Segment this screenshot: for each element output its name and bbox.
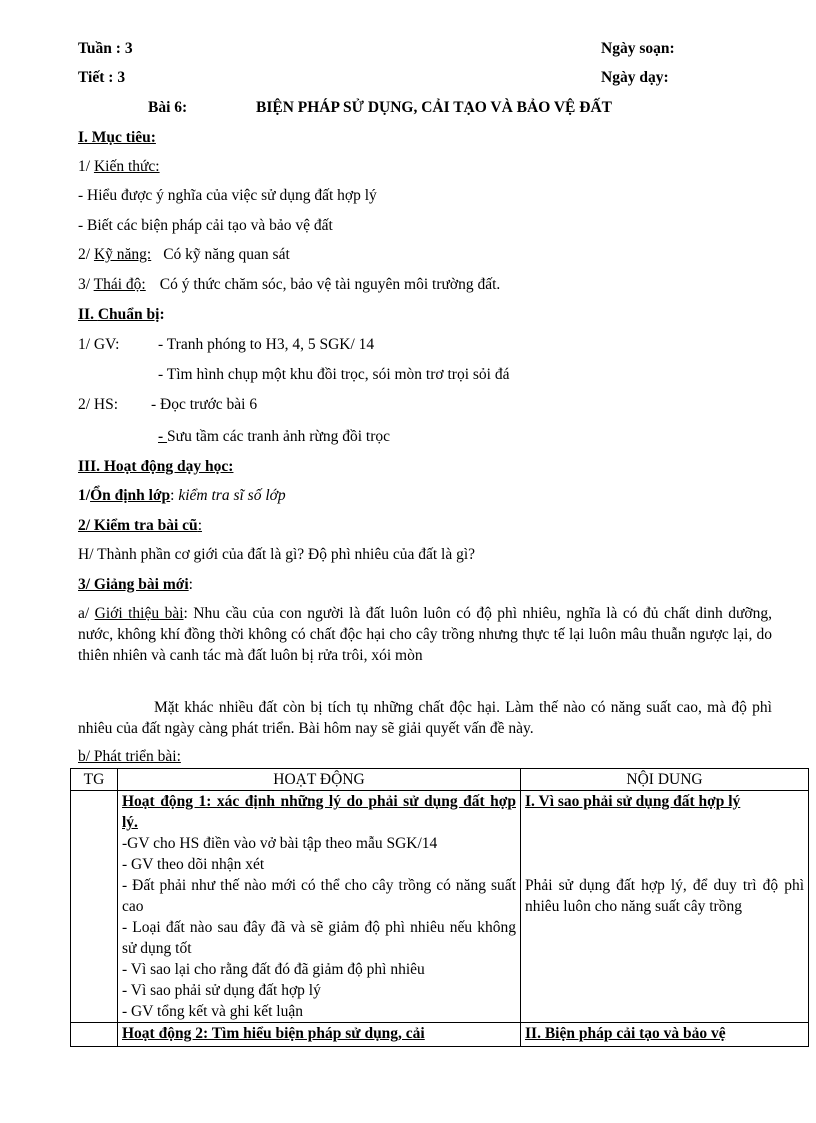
- col-header-tg: TG: [71, 769, 118, 791]
- new-lesson-title: 3/ Giảng bài mới: [78, 576, 189, 593]
- activity-cell: [118, 1023, 521, 1047]
- intro-paragraph: [78, 603, 772, 666]
- lesson-title: BIỆN PHÁP SỬ DỤNG, CẢI TẠO VÀ BẢO VỆ ĐẤT: [256, 99, 612, 116]
- knowledge-number: 1/: [78, 158, 94, 175]
- knowledge-item-1: - Hiểu được ý nghĩa của việc sử dụng đất hợp lý: [78, 187, 377, 204]
- preparation-colon: :: [159, 306, 165, 323]
- attitude-title: Thái độ:: [93, 276, 146, 293]
- review-title: 2/ Kiểm tra bài cũ: [78, 517, 198, 534]
- col-header-content: NỘI DUNG: [521, 769, 809, 791]
- intro-text: : Nhu cầu của con người là đất luôn luôn có độ phì nhiêu, nghĩa là có đủ chất dinh dưỡng, nước, không khí đồng thời không có chất độc hại cho cây trồng nhưng thực tế lại luôn mâu thuẫn ngược lại, do thiên nhiên và canh tác mà đất luôn bị rửa trôi, xói mòn: [78, 605, 772, 664]
- tg-cell: [71, 791, 118, 1023]
- intro-label: a/: [78, 605, 95, 622]
- preparation-title: Chuẩn bị: [97, 306, 160, 323]
- content-1-title: I. Vì sao phải sử dụng đất hợp lý: [525, 793, 741, 810]
- content-spacer: [525, 812, 804, 875]
- content-cell: [521, 791, 809, 1023]
- skill-number: 2/: [78, 246, 94, 263]
- review-colon: :: [197, 517, 202, 534]
- attitude-number: 3/: [78, 276, 94, 293]
- stabilize-colon: :: [170, 487, 175, 504]
- period-label: Tiết : 3: [78, 69, 126, 86]
- review-line: [78, 517, 210, 535]
- tg-cell: [71, 1023, 118, 1047]
- skill-text: Có kỹ năng quan sát: [163, 246, 290, 263]
- content-2-title: II. Biện pháp cải tạo và bảo vệ: [525, 1025, 726, 1042]
- stabilize-text: kiểm tra sĩ số lớp: [178, 487, 286, 504]
- intro-paragraph-2: Mặt khác nhiều đất còn bị tích tụ những chất độc hại. Làm thế nào có năng suất cao, mà độ phì nhiêu của đất ngày càng phát triển. Bài hôm nay sẽ giải quyết vấn đề này.: [78, 699, 772, 737]
- student-item-2-text: Sưu tầm các tranh ảnh rừng đồi trọc: [167, 428, 391, 445]
- activity-2-title: Hoạt động 2: Tìm hiểu biện pháp sử dụng, cải: [122, 1025, 425, 1042]
- stabilize-number: 1/: [78, 487, 91, 504]
- knowledge-line: [78, 158, 160, 176]
- knowledge-title: Kiến thức:: [93, 158, 160, 175]
- student-item-2-dash: -: [158, 428, 168, 445]
- activity-1-line: - GV theo dõi nhận xét: [122, 856, 265, 873]
- table-row: [71, 1023, 809, 1047]
- review-question: H/ Thành phần cơ giới của đất là gì? Độ phì nhiêu của đất là gì?: [78, 546, 476, 563]
- activity-1-line: -GV cho HS điền vào vở bài tập theo mẫu SGK/14: [122, 835, 438, 852]
- activity-1-line: - Loại đất nào sau đây đã và sẽ giảm độ phì nhiêu nếu không sử dụng tốt: [122, 919, 516, 957]
- table-header-row: [71, 769, 809, 791]
- knowledge-item-2: - Biết các biện pháp cải tạo và bảo vệ đất: [78, 217, 333, 234]
- activity-cell: [118, 791, 521, 1023]
- new-lesson-line: [78, 576, 193, 594]
- skill-title: Kỹ năng:: [93, 246, 152, 263]
- activities-heading: III. Hoạt động dạy học:: [78, 458, 234, 475]
- col-header-activity: HOẠT ĐỘNG: [118, 769, 521, 791]
- stabilize-title: Ổn định lớp: [90, 487, 171, 504]
- activity-1-line: - Vì sao lại cho rằng đất đó đã giảm độ phì nhiêu: [122, 961, 425, 978]
- content-cell: [521, 1023, 809, 1047]
- stabilize-line: [78, 487, 286, 505]
- table-row: [71, 791, 809, 1023]
- activity-1-line: - Đất phải như thế nào mới có thể cho cây trồng có năng suất cao: [122, 877, 516, 915]
- week-label: Tuần : 3: [78, 40, 133, 57]
- teacher-label: 1/ GV:: [78, 336, 120, 353]
- activity-1-line: - GV tổng kết và ghi kết luận: [122, 1003, 303, 1020]
- activity-1-line: - Vì sao phải sử dụng đất hợp lý: [122, 982, 321, 999]
- preparation-number: II.: [78, 306, 98, 323]
- intro-title: Giới thiệu bài: [94, 605, 184, 622]
- attitude-text: Có ý thức chăm sóc, bảo vệ tài nguyên môi trường đất.: [159, 276, 501, 293]
- student-item-2: [158, 428, 390, 446]
- lesson-number: Bài 6:: [148, 99, 188, 116]
- objectives-heading: I. Mục tiêu:: [78, 129, 156, 146]
- lesson-plan-table: [70, 768, 809, 1047]
- skill-line: [78, 246, 290, 264]
- teacher-item-1: - Tranh phóng to H3, 4, 5 SGK/ 14: [158, 336, 375, 353]
- preparation-heading: [78, 306, 165, 324]
- student-label: 2/ HS:: [78, 396, 119, 413]
- activity-1-title: Hoạt động 1: xác định những lý do phải sử dụng đất hợp lý.: [122, 793, 516, 831]
- teach-date-label: Ngày dạy:: [601, 69, 669, 86]
- teacher-item-2: - Tìm hình chụp một khu đồi trọc, sói mòn trơ trọi sỏi đá: [158, 366, 510, 383]
- student-item-1: - Đọc trước bài 6: [151, 396, 258, 413]
- attitude-line: [78, 276, 500, 294]
- new-lesson-colon: :: [188, 576, 193, 593]
- content-1-text: Phải sử dụng đất hợp lý, để duy trì độ phì nhiêu luôn cho năng suất cây trồng: [525, 877, 804, 915]
- prep-date-label: Ngày soạn:: [601, 40, 675, 57]
- development-title-text: b/ Phát triển bài:: [78, 748, 181, 765]
- development-title: [78, 748, 181, 766]
